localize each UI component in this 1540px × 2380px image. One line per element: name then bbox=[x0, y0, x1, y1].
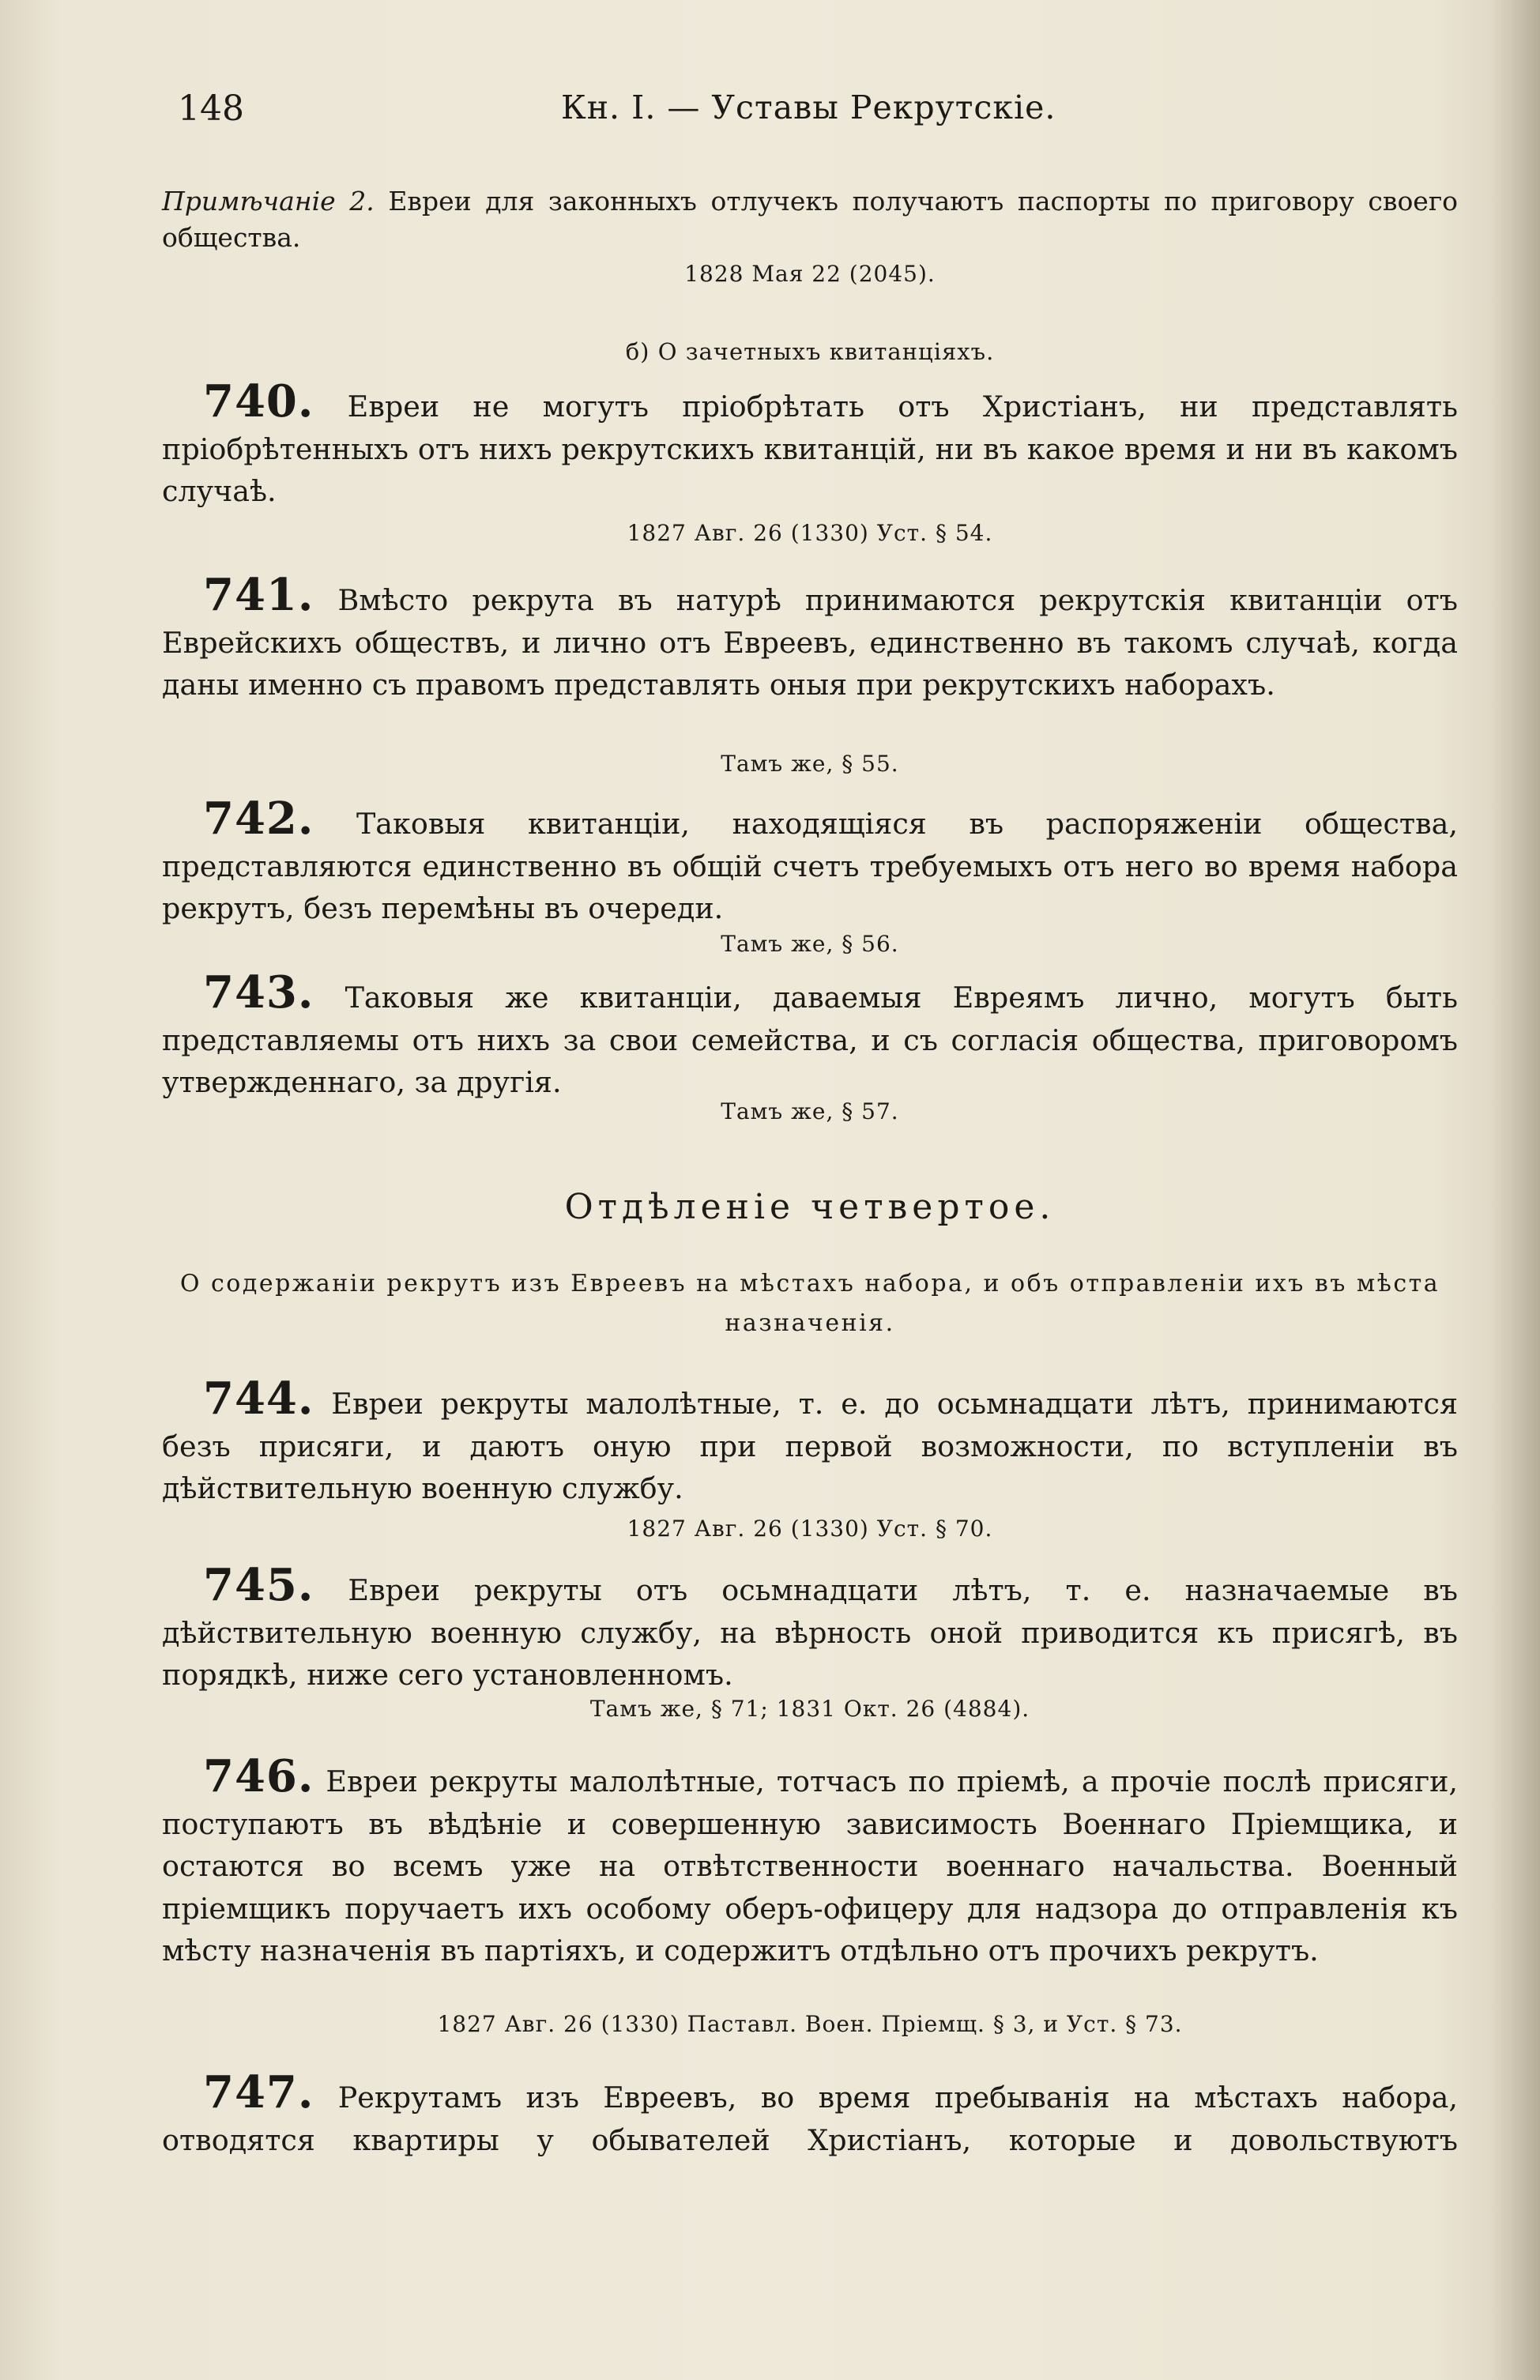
article-text: Рекрутамъ изъ Евреевъ, во время пребыванія на мѣстахъ набора, отводятся квартиры у обывателей Христіанъ, которые и довольствуютъ bbox=[162, 2081, 1458, 2157]
article-source: Тамъ же, § 55. bbox=[721, 751, 899, 777]
article-746 bbox=[162, 1750, 1458, 1972]
article-742 bbox=[162, 793, 1458, 930]
article-number: 746. bbox=[203, 1750, 314, 1802]
article-source: 1827 Авг. 26 (1330) Уст. § 70. bbox=[627, 1516, 993, 1542]
article-741 bbox=[162, 569, 1459, 706]
book-spine-shadow bbox=[1491, 0, 1540, 2380]
article-number: 742. bbox=[203, 793, 314, 845]
article-number: 741. bbox=[203, 569, 314, 621]
article-text: Евреи рекруты малолѣтные, т. е. до осьмнадцати лѣтъ, принимаются безъ присяги, и даютъ оную при первой возможности, по вступленіи въ дѣйствительную военную службу. bbox=[162, 1387, 1459, 1505]
article-number: 745. bbox=[203, 1559, 314, 1611]
article-745 bbox=[162, 1559, 1458, 1697]
article-number: 747. bbox=[203, 2066, 314, 2118]
article-743 bbox=[162, 966, 1459, 1104]
running-title: Кн. I. — Уставы Рекрутскіе. bbox=[561, 88, 1056, 126]
article-text: Таковыя же квитанціи, даваемыя Евреямъ лично, могутъ быть представляемы отъ нихъ за свои семейства, и съ согласія общества, приговоромъ утвержденнаго, за другія. bbox=[162, 981, 1459, 1099]
article-source: Тамъ же, § 57. bbox=[721, 1098, 899, 1124]
subheading: б) О зачетныхъ квитанціяхъ. bbox=[625, 338, 995, 365]
note-text: Евреи для законныхъ отлучекъ получаютъ паспорты по приговору своего общества. bbox=[162, 186, 1458, 253]
page-number: 148 bbox=[178, 88, 244, 129]
article-747 bbox=[162, 2066, 1458, 2161]
article-744 bbox=[162, 1373, 1459, 1510]
article-text: Евреи рекруты отъ осьмнадцати лѣтъ, т. е. назначаемые въ дѣйствительную военную службу, на вѣрность оной приводится къ присягѣ, въ порядкѣ, ниже сего установленномъ. bbox=[162, 1573, 1458, 1692]
section-subtitle: О содержаніи рекрутъ изъ Евреевъ на мѣстахъ набора, и объ отправленіи ихъ въ мѣста назначенія. bbox=[179, 1270, 1440, 1337]
note-label: Примѣчаніе 2. bbox=[162, 186, 375, 217]
note-source: 1828 Мая 22 (2045). bbox=[684, 261, 936, 287]
article-source: 1827 Авг. 26 (1330) Паставл. Воен. Пріемщ. § 3, и Уст. § 73. bbox=[437, 2011, 1183, 2037]
article-number: 743. bbox=[203, 966, 314, 1019]
article-number: 740. bbox=[203, 375, 314, 427]
article-text: Вмѣсто рекрута въ натурѣ принимаются рекрутскія квитанціи отъ Еврейскихъ обществъ, и лично отъ Евреевъ, единственно въ такомъ случаѣ, когда даны именно съ правомъ представлять оныя при рекрутскихъ наборахъ. bbox=[162, 583, 1459, 702]
article-text: Таковыя квитанціи, находящіяся въ распоряженіи общества, представляются единственно въ общій счетъ требуемыхъ отъ него во время набора рекрутъ, безъ перемѣны въ очереди. bbox=[162, 807, 1458, 925]
article-740 bbox=[162, 375, 1458, 513]
article-source: Тамъ же, § 56. bbox=[721, 931, 899, 957]
note-paragraph bbox=[162, 183, 1458, 256]
page-header bbox=[162, 88, 1458, 136]
article-number: 744. bbox=[203, 1373, 314, 1425]
article-source: Тамъ же, § 71; 1831 Окт. 26 (4884). bbox=[589, 1696, 1030, 1722]
article-text: Евреи не могутъ пріобрѣтать отъ Христіанъ, ни представлять пріобрѣтенныхъ отъ нихъ рекрутскихъ квитанцій, ни въ какое время и ни въ какомъ случаѣ. bbox=[162, 390, 1458, 508]
section-title: Отдѣленіе четвертое. bbox=[564, 1187, 1056, 1227]
article-text: Евреи рекруты малолѣтные, тотчасъ по пріемѣ, а прочіе послѣ присяги, поступаютъ въ вѣдѣніе и совершенную зависимость Военнаго Пріемщика, и остаются во всемъ уже на отвѣтственности военнаго начальства. Военный пріемщикъ поручаетъ ихъ особому оберъ-офицеру для надзора до отправленія къ мѣсту назначенія въ партіяхъ, и содержитъ отдѣльно отъ прочихъ рекрутъ. bbox=[162, 1764, 1458, 1968]
article-source: 1827 Авг. 26 (1330) Уст. § 54. bbox=[627, 520, 993, 546]
